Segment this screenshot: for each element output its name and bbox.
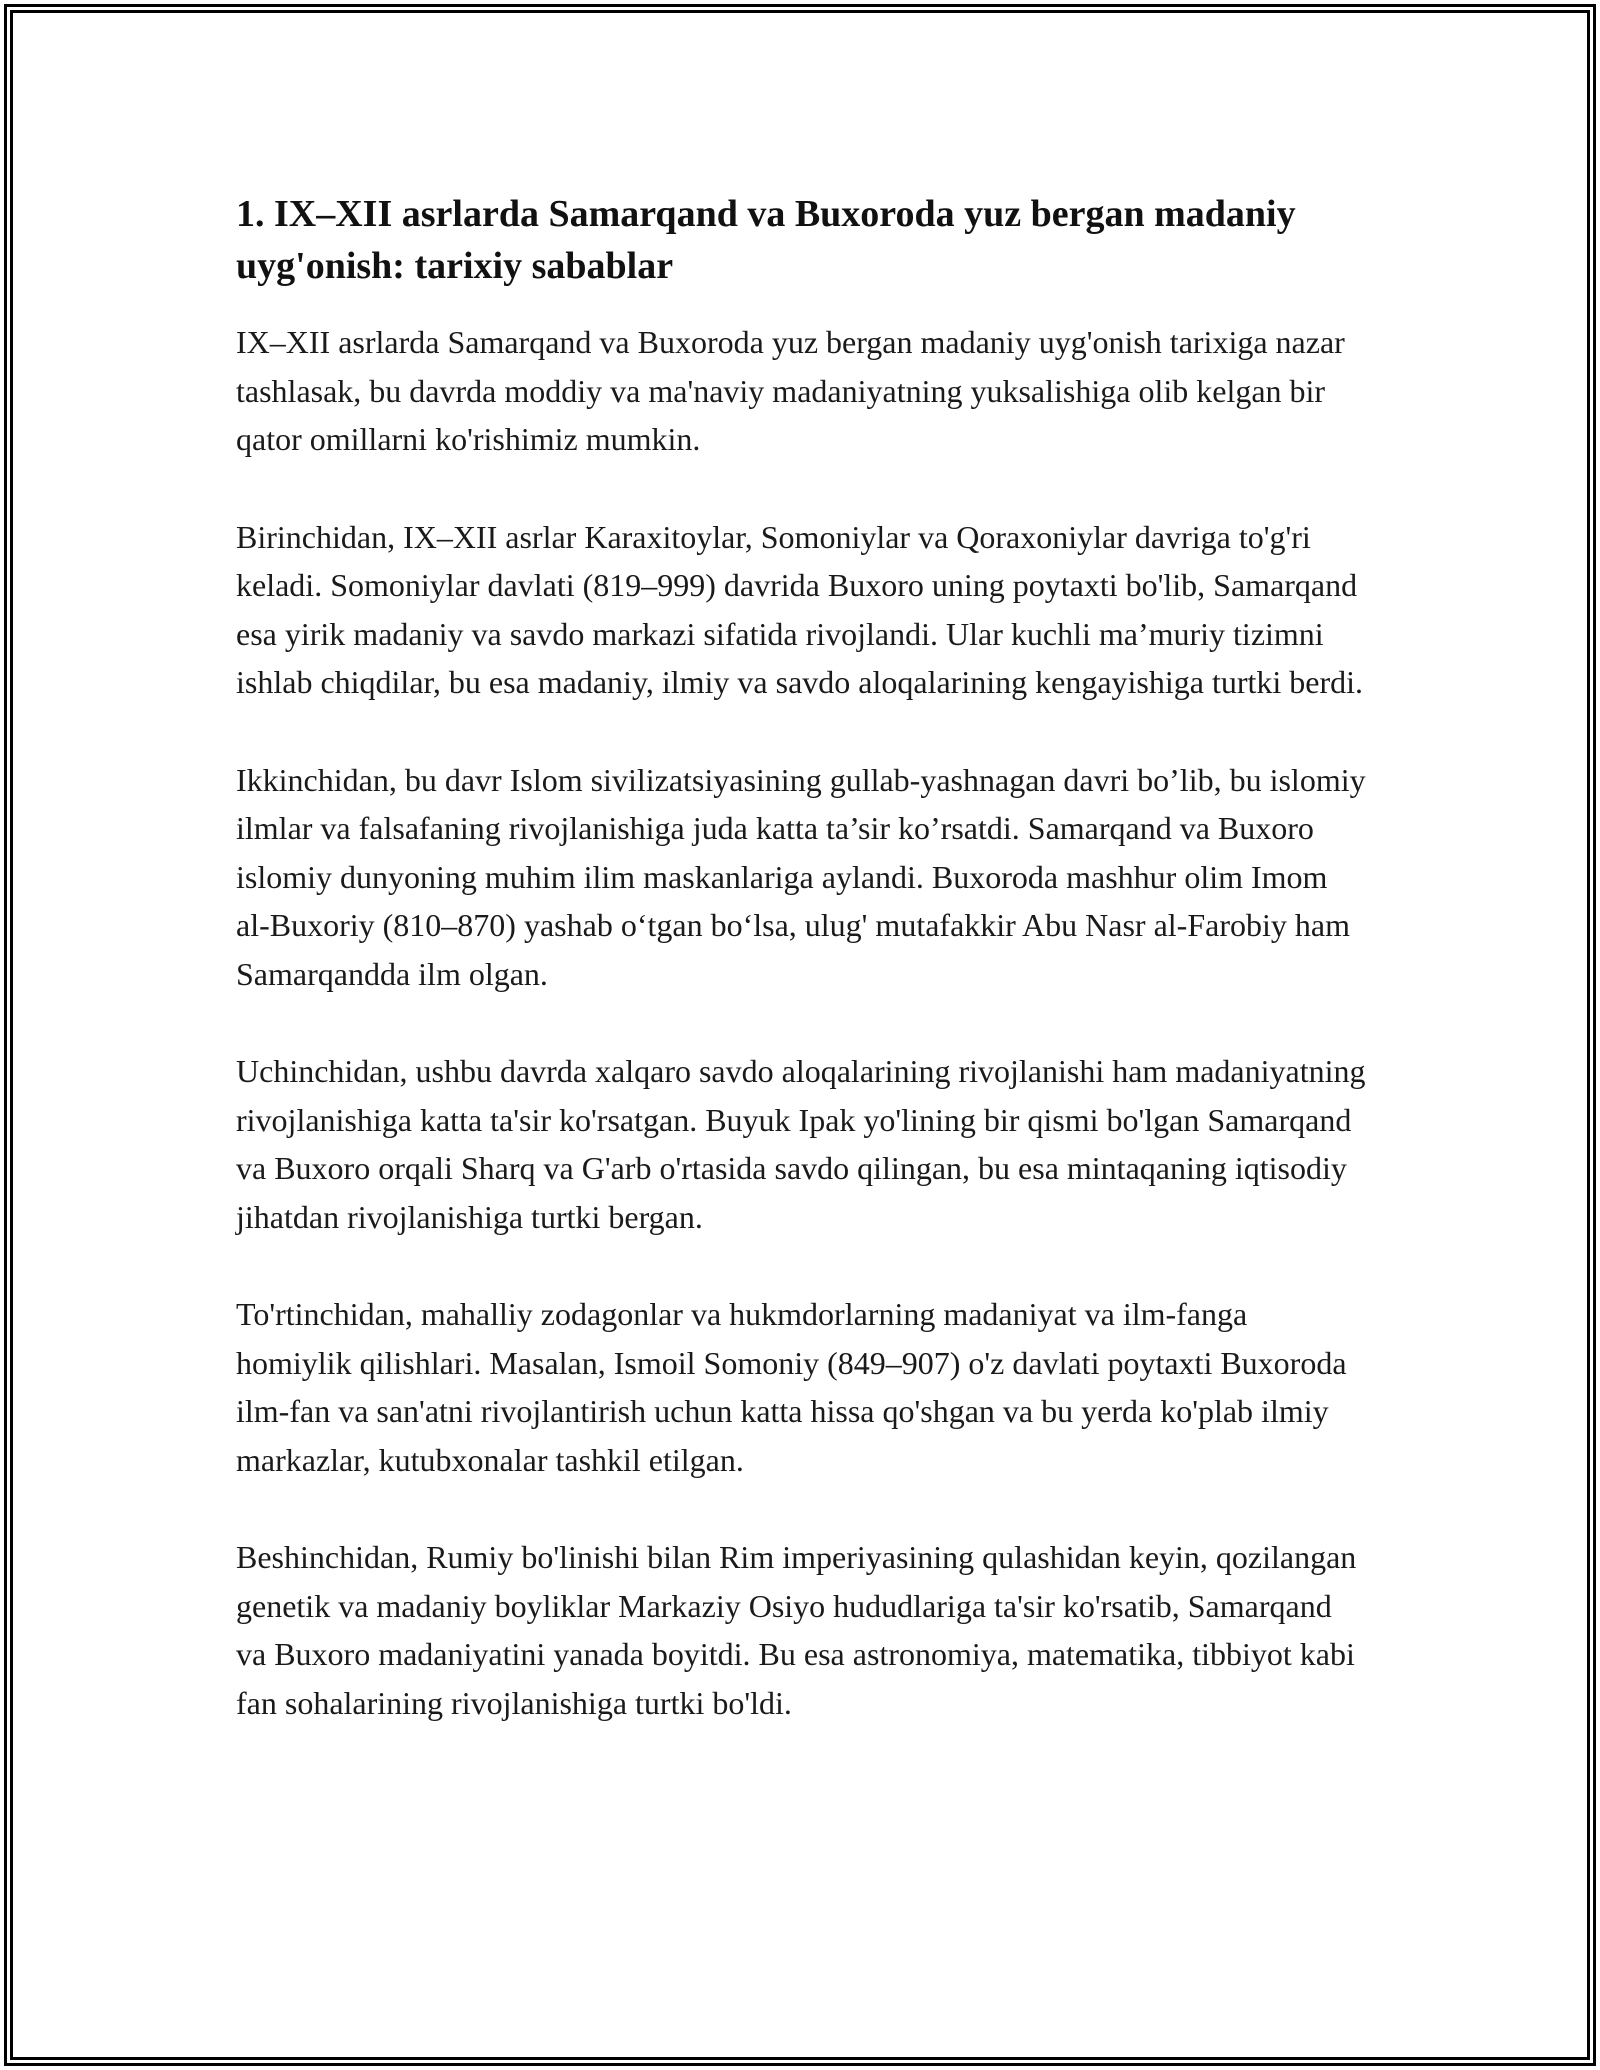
section-heading: 1. IX–XII asrlarda Samarqand va Buxoroda yuz bergan madaniy uyg'onish: tarixiy sabablar bbox=[236, 193, 1296, 287]
paragraph-first-reason: Birinchidan, IX–XII asrlar Karaxitoylar, Somoniylar va Qoraxoniylar davriga to'g'ri keladi. Somoniylar davlati (819–999) davrida Buxoro uning poytaxti bo'lib, Samarqand esa yirik madaniy va savdo markazi sifatida rivojlandi. Ular kuchli ma’muriy tizimni ishlab chiqdilar, bu esa madaniy, ilmiy va savdo aloqalarining kengayishiga turtki berdi. bbox=[236, 518, 1364, 700]
paragraph-fifth-reason: Beshinchidan, Rumiy bo'linishi bilan Rim imperiyasining qulashidan keyin, qozilangan genetik va madaniy boyliklar Markaziy Osiyo hududlariga ta'sir ko'rsatib, Samarqand va Buxoro madaniyatini yanada boyitdi. Bu esa astronomiya, matematika, tibbiyot kabi fan sohalarining rivojlanishiga turtki bo'ldi. bbox=[236, 1539, 1357, 1721]
paragraph-fourth-reason: To'rtinchidan, mahalliy zodagonlar va hukmdorlarning madaniyat va ilm-fanga homiylik qilishlari. Masalan, Ismoil Somoniy (849–907) o'z davlati poytaxti Buxoroda ilm-fan va san'atni rivojlantirish uchun katta hissa qo'shgan va bu yerda ko'plab ilmiy markazlar, kutubxonalar tashkil etilgan. bbox=[236, 1296, 1347, 1478]
paragraph-intro: IX–XII asrlarda Samarqand va Buxoroda yuz bergan madaniy uyg'onish tarixiga nazar tashlasak, bu davrda moddiy va ma'naviy madaniyatning yuksalishiga olib kelgan bir qator omillarni ko'rishimiz mumkin. bbox=[236, 324, 1345, 457]
paragraph-second-reason: Ikkinchidan, bu davr Islom sivilizatsiyasining gullab-yashnagan davri bo’lib, bu islomiy ilmlar va falsafaning rivojlanishiga juda katta ta’sir ko’rsatdi. Samarqand va Buxoro islomiy dunyoning muhim ilim maskanlariga aylandi. Buxoroda mashhur olim Imom al-Buxoriy (810–870) yashab o‘tgan bo‘lsa, ulug' mutafakkir Abu Nasr al-Farobiy ham Samarqandda ilm olgan. bbox=[236, 761, 1366, 992]
document-body bbox=[236, 188, 1366, 1776]
paragraph-third-reason: Uchinchidan, ushbu davrda xalqaro savdo aloqalarining rivojlanishi ham madaniyatning rivojlanishiga katta ta'sir ko'rsatgan. Buyuk Ipak yo'lining bir qismi bo'lgan Samarqand va Buxoro orqali Sharq va G'arb o'rtasida savdo qilingan, bu esa mintaqaning iqtisodiy jihatdan rivojlanishiga turtki bergan. bbox=[236, 1053, 1366, 1235]
